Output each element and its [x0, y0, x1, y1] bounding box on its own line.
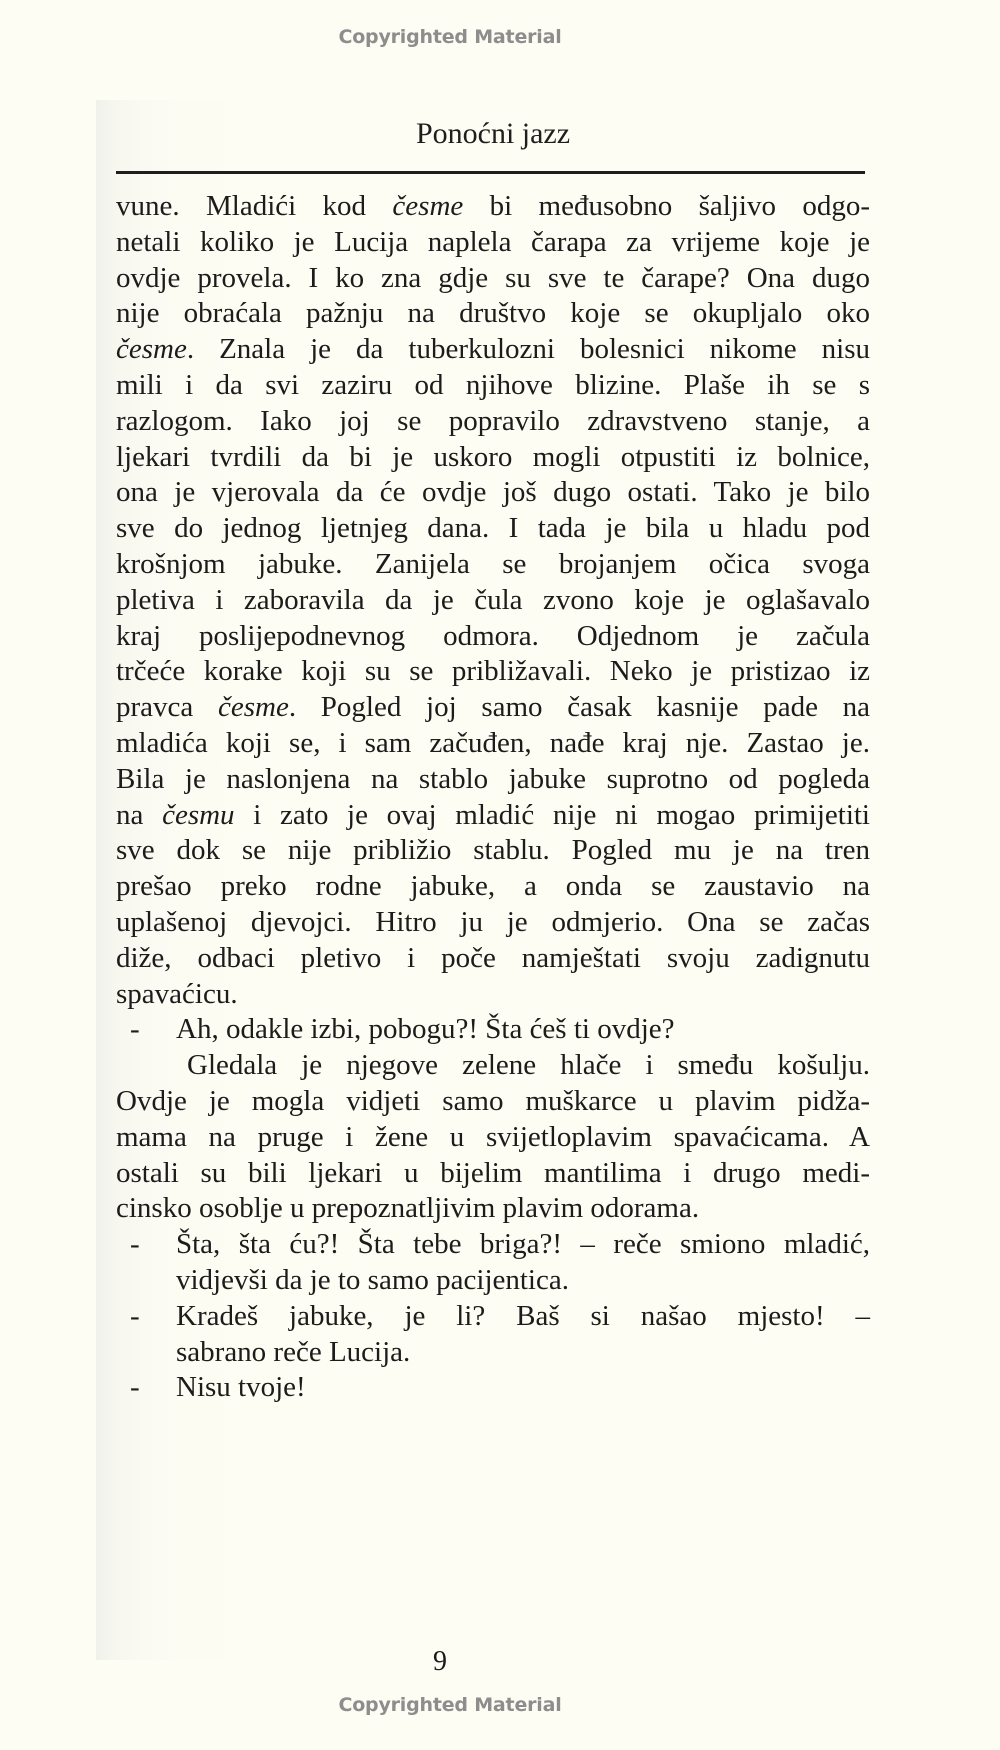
text-segment: spavaćicu. [116, 977, 238, 1010]
text-segment: Bila je naslonjena na stablo jabuke suprotno od pogleda [116, 762, 870, 795]
text-segment: vidjevši da je to samo pacijentica. [176, 1263, 569, 1296]
text-line [116, 404, 870, 440]
text-line [116, 440, 870, 476]
text-line [116, 762, 870, 798]
text-segment: pravca [116, 691, 218, 724]
text-segment: Šta, šta ću?! Šta tebe briga?! – reče smiono mladić, [176, 1228, 870, 1261]
italic-text: česme [217, 691, 289, 724]
running-title: Ponoćni jazz [415, 117, 571, 150]
text-segment: ostali su bili ljekari u bijelim mantilima i drugo medi- [116, 1156, 870, 1189]
text-line [116, 1156, 870, 1192]
text-line [116, 1191, 870, 1227]
dialogue-dash: - [130, 1013, 140, 1046]
text-segment: Nisu tvoje! [176, 1371, 306, 1404]
text-line [116, 332, 870, 368]
text-line [116, 941, 870, 977]
text-segment: nije obraćala pažnju na društvo koje se okupljalo oko [116, 297, 870, 330]
text-line [116, 225, 870, 261]
text-segment: Gledala je njegove zelene hlače i smeđu košulju. [187, 1049, 870, 1082]
text-line [116, 296, 870, 332]
text-segment: mili i da svi zaziru od njihove blizine. Plaše ih se s [116, 368, 870, 401]
text-line [116, 833, 870, 869]
text-line [116, 1263, 870, 1299]
dialogue-line [116, 1299, 870, 1335]
text-segment: sve dok se nije približio stablu. Pogled mu je na tren [116, 834, 870, 867]
text-line [116, 869, 870, 905]
text-line [116, 189, 870, 225]
text-segment: mama na pruge i žene u svijetloplavim spavaćicama. A [116, 1120, 870, 1153]
text-line [116, 905, 870, 941]
text-segment: netali koliko je Lucija naplela čarapa za vrijeme koje je [116, 225, 870, 258]
text-line [116, 798, 870, 834]
text-segment: mladića koji se, i sam začuđen, nađe kraj nje. Zastao je. [116, 726, 870, 759]
text-segment: ona je vjerovala da će ovdje još dugo ostati. Tako je bilo [116, 476, 870, 509]
italic-text: česme [116, 333, 187, 366]
text-line [116, 1048, 870, 1084]
text-segment: trčeće korake koji su se približavali. Neko je pristizao iz [116, 655, 870, 688]
text-line [116, 726, 870, 762]
text-segment: sabrano reče Lucija. [176, 1335, 411, 1368]
text-segment: prešao preko rodne jabuke, a onda se zaustavio na [116, 870, 870, 903]
dialogue-line [116, 1227, 870, 1263]
italic-text: česmu [162, 798, 235, 831]
text-segment: i zato je ovaj mladić nije ni mogao primijetiti [234, 798, 870, 831]
text-segment: krošnjom jabuke. Zanijela se brojanjem očica svoga [116, 547, 870, 580]
text-line [116, 1084, 870, 1120]
dialogue-dash: - [130, 1299, 140, 1332]
text-segment: diže, odbaci pletivo i poče namještati svoju zadignutu [116, 941, 870, 974]
text-segment: na [116, 798, 163, 831]
text-segment: bi međusobno šaljivo odgo- [463, 190, 870, 222]
text-segment: vune. Mladići kod [116, 190, 393, 222]
text-line [116, 368, 870, 404]
text-line [116, 977, 870, 1013]
text-segment: . Znala je da tuberkulozni bolesnici nikome nisu [186, 333, 870, 366]
dialogue-line [116, 1012, 870, 1048]
text-segment: cinsko osoblje u prepoznatljivim plavim odorama. [116, 1192, 700, 1225]
text-line [116, 690, 870, 726]
text-line [116, 261, 870, 297]
text-segment: Ah, odakle izbi, pobogu?! Šta ćeš ti ovdje? [176, 1013, 675, 1046]
dialogue-dash: - [130, 1228, 140, 1261]
text-line [116, 583, 870, 619]
text-segment: ovdje provela. I ko zna gdje su sve te čarape? Ona dugo [116, 261, 870, 294]
text-line [116, 475, 870, 511]
dialogue-line [116, 1370, 870, 1406]
text-line [116, 1120, 870, 1156]
dialogue-dash: - [130, 1371, 140, 1404]
text-segment: ljekari tvrdili da bi je uskoro mogli otpustiti iz bolnice, [116, 440, 870, 473]
text-segment: pletiva i zaboravila da je čula zvono koje je oglašavalo [116, 583, 870, 616]
text-line [116, 511, 870, 547]
copyright-watermark-top: Copyrighted Material [338, 26, 562, 48]
text-line [116, 654, 870, 690]
text-segment: uplašenoj djevojci. Hitro ju je odmjerio. Ona se začas [116, 905, 870, 938]
text-segment: Kradeš jabuke, je li? Baš si našao mjesto! – [176, 1299, 870, 1332]
text-segment: sve do jednog ljetnjeg dana. I tada je bila u hladu pod [116, 512, 870, 545]
text-segment: Ovdje je mogla vidjeti samo muškarce u plavim pidža- [116, 1084, 870, 1117]
italic-text: česme [392, 190, 464, 222]
copyright-watermark-bottom: Copyrighted Material [338, 1694, 562, 1716]
text-segment: kraj poslijepodnevnog odmora. Odjednom je začula [116, 619, 870, 652]
page-number: 9 [433, 1646, 447, 1677]
header-rule [116, 171, 865, 174]
text-segment: . Pogled joj samo časak kasnije pade na [288, 691, 871, 724]
body-text [116, 189, 870, 1406]
text-line [116, 1335, 870, 1371]
text-segment: razlogom. Iako joj se popravilo zdravstveno stanje, a [116, 404, 870, 437]
text-line [116, 547, 870, 583]
text-line [116, 619, 870, 655]
